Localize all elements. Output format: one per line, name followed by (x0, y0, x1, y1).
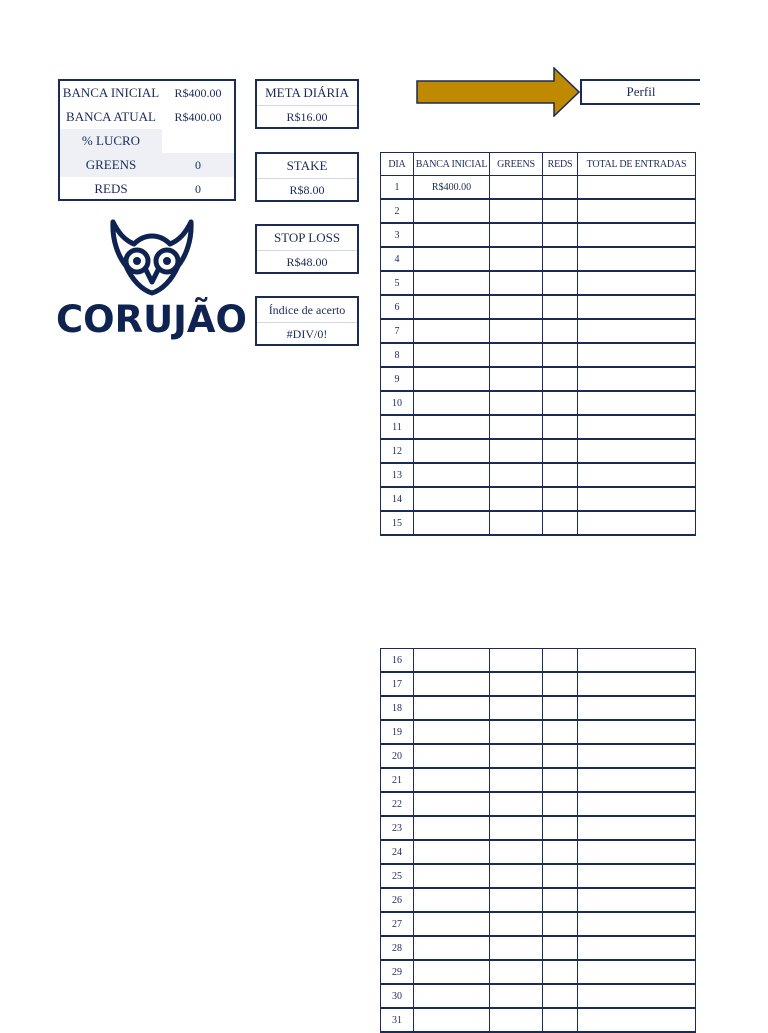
table-header-row (381, 153, 696, 176)
meta-diaria-value[interactable]: R$16.00 (286, 110, 328, 124)
cell-greens[interactable] (490, 744, 543, 768)
cell-total-entradas[interactable] (578, 487, 696, 511)
table-row (381, 295, 696, 319)
cell-total-entradas[interactable] (578, 199, 696, 223)
cell-greens[interactable] (490, 367, 543, 391)
cell-total-entradas[interactable] (578, 295, 696, 319)
indice-acerto-value[interactable]: #DIV/0! (286, 327, 328, 341)
cell-reds[interactable] (543, 415, 578, 439)
cell-dia: 17 (381, 672, 414, 696)
cell-banca-inicial[interactable] (414, 415, 490, 439)
table-row (381, 960, 696, 984)
cell-total-entradas[interactable] (578, 511, 696, 535)
cell-banca-inicial[interactable] (414, 199, 490, 223)
summary-value[interactable]: R$400.00 (174, 110, 222, 124)
cell-reds[interactable] (543, 768, 578, 792)
cell-dia: 6 (381, 295, 414, 319)
cell-reds[interactable] (543, 247, 578, 271)
table-row (381, 511, 696, 535)
cell-total-entradas[interactable] (578, 984, 696, 1008)
cell-reds[interactable] (543, 511, 578, 535)
cell-reds[interactable] (543, 343, 578, 367)
cell-reds[interactable] (543, 672, 578, 696)
cell-total-entradas[interactable] (578, 176, 696, 200)
summary-label: BANCA INICIAL (62, 85, 160, 100)
table-row (381, 984, 696, 1008)
cell-reds[interactable] (543, 984, 578, 1008)
cell-banca-inicial[interactable] (414, 792, 490, 816)
table-row (381, 1008, 696, 1032)
days-table-bottom (380, 648, 696, 1033)
cell-reds[interactable] (543, 912, 578, 936)
cell-greens[interactable] (490, 888, 543, 912)
header-reds: REDS (543, 153, 578, 176)
cell-total-entradas[interactable] (578, 319, 696, 343)
cell-greens[interactable] (490, 864, 543, 888)
perfil-button[interactable]: Perfil (580, 79, 700, 105)
cell-total-entradas[interactable] (578, 720, 696, 744)
cell-dia: 5 (381, 271, 414, 295)
cell-dia: 4 (381, 247, 414, 271)
cell-greens[interactable] (490, 199, 543, 223)
cell-greens[interactable] (490, 840, 543, 864)
cell-dia: 21 (381, 768, 414, 792)
cell-total-entradas[interactable] (578, 367, 696, 391)
cell-total-entradas[interactable] (578, 744, 696, 768)
cell-dia: 9 (381, 367, 414, 391)
table-row (381, 199, 696, 223)
table-row (381, 271, 696, 295)
cell-greens[interactable] (490, 984, 543, 1008)
cell-total-entradas[interactable] (578, 247, 696, 271)
stake-box (255, 152, 359, 202)
cell-dia: 31 (381, 1008, 414, 1032)
cell-banca-inicial[interactable] (414, 1008, 490, 1032)
cell-banca-inicial[interactable] (414, 936, 490, 960)
cell-banca-inicial[interactable] (414, 295, 490, 319)
table-row (381, 840, 696, 864)
cell-dia: 26 (381, 888, 414, 912)
cell-banca-inicial[interactable] (414, 439, 490, 463)
cell-greens[interactable] (490, 816, 543, 840)
cell-dia: 11 (381, 415, 414, 439)
cell-banca-inicial[interactable] (414, 816, 490, 840)
cell-banca-inicial[interactable] (414, 463, 490, 487)
cell-total-entradas[interactable] (578, 271, 696, 295)
meta-diaria-label: META DIÁRIA (257, 81, 357, 106)
days-table-top (380, 152, 696, 536)
summary-label: % LUCRO (81, 133, 141, 148)
cell-greens[interactable] (490, 247, 543, 271)
cell-greens[interactable] (490, 768, 543, 792)
summary-value[interactable] (162, 129, 234, 153)
cell-dia: 19 (381, 720, 414, 744)
cell-reds[interactable] (543, 391, 578, 415)
cell-reds[interactable] (543, 840, 578, 864)
cell-greens[interactable] (490, 672, 543, 696)
cell-total-entradas[interactable] (578, 415, 696, 439)
cell-greens[interactable] (490, 696, 543, 720)
cell-reds[interactable] (543, 367, 578, 391)
cell-dia: 15 (381, 511, 414, 535)
stake-value[interactable]: R$8.00 (289, 183, 325, 197)
cell-reds[interactable] (543, 271, 578, 295)
cell-greens[interactable] (490, 936, 543, 960)
table-row (381, 463, 696, 487)
cell-total-entradas[interactable] (578, 696, 696, 720)
cell-total-entradas[interactable] (578, 439, 696, 463)
cell-dia: 10 (381, 391, 414, 415)
cell-banca-inicial[interactable] (414, 391, 490, 415)
cell-banca-inicial[interactable] (414, 864, 490, 888)
cell-greens[interactable] (490, 912, 543, 936)
cell-reds[interactable] (543, 649, 578, 673)
cell-reds[interactable] (543, 696, 578, 720)
cell-total-entradas[interactable] (578, 816, 696, 840)
summary-label: GREENS (85, 157, 137, 172)
cell-reds[interactable] (543, 319, 578, 343)
table-row (381, 391, 696, 415)
cell-banca-inicial[interactable] (414, 223, 490, 247)
cell-banca-inicial[interactable] (414, 768, 490, 792)
cell-banca-inicial[interactable] (414, 271, 490, 295)
cell-dia: 22 (381, 792, 414, 816)
cell-greens[interactable] (490, 271, 543, 295)
cell-dia: 28 (381, 936, 414, 960)
cell-dia: 14 (381, 487, 414, 511)
cell-reds[interactable] (543, 439, 578, 463)
cell-greens[interactable] (490, 792, 543, 816)
summary-label: REDS (94, 181, 128, 196)
cell-greens[interactable] (490, 649, 543, 673)
table-row (381, 672, 696, 696)
stop-loss-box (255, 224, 359, 274)
cell-total-entradas[interactable] (578, 792, 696, 816)
table-row (381, 367, 696, 391)
table-row (381, 696, 696, 720)
table-row (381, 936, 696, 960)
summary-row-reds (60, 177, 234, 201)
table-row (381, 319, 696, 343)
cell-banca-inicial[interactable] (414, 912, 490, 936)
cell-banca-inicial[interactable] (414, 247, 490, 271)
cell-reds[interactable] (543, 223, 578, 247)
cell-greens[interactable] (490, 343, 543, 367)
table-row (381, 649, 696, 673)
summary-row-greens (60, 153, 234, 177)
cell-total-entradas[interactable] (578, 864, 696, 888)
indice-acerto-box (255, 296, 359, 346)
cell-total-entradas[interactable] (578, 960, 696, 984)
header-banca-inicial: BANCA INICIAL (414, 153, 490, 176)
cell-dia: 27 (381, 912, 414, 936)
cell-greens[interactable] (490, 223, 543, 247)
cell-total-entradas[interactable] (578, 840, 696, 864)
cell-dia: 18 (381, 696, 414, 720)
table-row (381, 744, 696, 768)
cell-banca-inicial[interactable] (414, 888, 490, 912)
cell-reds[interactable] (543, 295, 578, 319)
cell-banca-inicial[interactable] (414, 744, 490, 768)
cell-dia: 2 (381, 199, 414, 223)
cell-total-entradas[interactable] (578, 463, 696, 487)
cell-greens[interactable] (490, 319, 543, 343)
summary-row-lucro (60, 129, 234, 153)
cell-banca-inicial[interactable] (414, 367, 490, 391)
brand-logo-text: CORUJÃO (56, 298, 247, 341)
cell-reds[interactable] (543, 487, 578, 511)
cell-reds[interactable] (543, 792, 578, 816)
table-row (381, 768, 696, 792)
cell-banca-inicial[interactable] (414, 720, 490, 744)
cell-banca-inicial[interactable]: R$400.00 (414, 176, 490, 200)
cell-reds[interactable] (543, 864, 578, 888)
stop-loss-label: STOP LOSS (257, 226, 357, 251)
cell-dia: 7 (381, 319, 414, 343)
cell-banca-inicial[interactable] (414, 960, 490, 984)
cell-reds[interactable] (543, 463, 578, 487)
table-row (381, 720, 696, 744)
table-row (381, 176, 696, 200)
cell-total-entradas[interactable] (578, 936, 696, 960)
summary-panel (58, 79, 236, 201)
cell-reds[interactable] (543, 960, 578, 984)
cell-dia: 8 (381, 343, 414, 367)
arrow-right-icon (416, 67, 580, 117)
table-row (381, 487, 696, 511)
stake-label: STAKE (257, 154, 357, 179)
cell-reds[interactable] (543, 816, 578, 840)
cell-greens[interactable] (490, 487, 543, 511)
table-row (381, 223, 696, 247)
cell-greens[interactable] (490, 720, 543, 744)
cell-dia: 3 (381, 223, 414, 247)
cell-reds[interactable] (543, 199, 578, 223)
cell-banca-inicial[interactable] (414, 343, 490, 367)
cell-total-entradas[interactable] (578, 888, 696, 912)
summary-row-banca-inicial (60, 81, 234, 105)
summary-value[interactable]: 0 (195, 182, 201, 196)
summary-label: BANCA ATUAL (66, 109, 156, 124)
cell-banca-inicial[interactable] (414, 511, 490, 535)
cell-banca-inicial[interactable] (414, 840, 490, 864)
indice-acerto-label: Índice de acerto (257, 298, 357, 323)
cell-dia: 1 (381, 176, 414, 200)
header-total-entradas: TOTAL DE ENTRADAS (578, 153, 696, 176)
cell-reds[interactable] (543, 888, 578, 912)
cell-greens[interactable] (490, 415, 543, 439)
cell-total-entradas[interactable] (578, 391, 696, 415)
cell-greens[interactable] (490, 463, 543, 487)
cell-banca-inicial[interactable] (414, 487, 490, 511)
table-row (381, 439, 696, 463)
cell-dia: 30 (381, 984, 414, 1008)
cell-dia: 29 (381, 960, 414, 984)
cell-banca-inicial[interactable] (414, 672, 490, 696)
summary-value[interactable]: R$400.00 (174, 86, 222, 100)
cell-banca-inicial[interactable] (414, 319, 490, 343)
header-greens: GREENS (490, 153, 543, 176)
cell-total-entradas[interactable] (578, 649, 696, 673)
cell-total-entradas[interactable] (578, 223, 696, 247)
owl-logo-icon (108, 218, 196, 296)
cell-reds[interactable] (543, 1008, 578, 1032)
table-row (381, 415, 696, 439)
cell-greens[interactable] (490, 960, 543, 984)
table-row (381, 912, 696, 936)
cell-greens[interactable] (490, 176, 543, 200)
cell-dia: 20 (381, 744, 414, 768)
cell-greens[interactable] (490, 391, 543, 415)
cell-dia: 24 (381, 840, 414, 864)
table-row (381, 816, 696, 840)
cell-reds[interactable] (543, 744, 578, 768)
cell-dia: 16 (381, 649, 414, 673)
cell-total-entradas[interactable] (578, 1008, 696, 1032)
meta-diaria-box (255, 79, 359, 129)
cell-greens[interactable] (490, 1008, 543, 1032)
cell-reds[interactable] (543, 720, 578, 744)
cell-dia: 13 (381, 463, 414, 487)
stop-loss-value[interactable]: R$48.00 (286, 255, 328, 269)
cell-total-entradas[interactable] (578, 672, 696, 696)
cell-greens[interactable] (490, 439, 543, 463)
cell-total-entradas[interactable] (578, 343, 696, 367)
cell-greens[interactable] (490, 295, 543, 319)
table-row (381, 864, 696, 888)
table-row (381, 792, 696, 816)
cell-total-entradas[interactable] (578, 768, 696, 792)
table-row (381, 247, 696, 271)
table-row (381, 888, 696, 912)
cell-total-entradas[interactable] (578, 912, 696, 936)
cell-reds[interactable] (543, 936, 578, 960)
table-row (381, 343, 696, 367)
cell-banca-inicial[interactable] (414, 696, 490, 720)
cell-banca-inicial[interactable] (414, 649, 490, 673)
summary-value[interactable]: 0 (195, 158, 201, 172)
cell-dia: 12 (381, 439, 414, 463)
summary-row-banca-atual (60, 105, 234, 129)
cell-dia: 25 (381, 864, 414, 888)
header-dia: DIA (381, 153, 414, 176)
cell-reds[interactable] (543, 176, 578, 200)
cell-greens[interactable] (490, 511, 543, 535)
cell-banca-inicial[interactable] (414, 984, 490, 1008)
cell-dia: 23 (381, 816, 414, 840)
